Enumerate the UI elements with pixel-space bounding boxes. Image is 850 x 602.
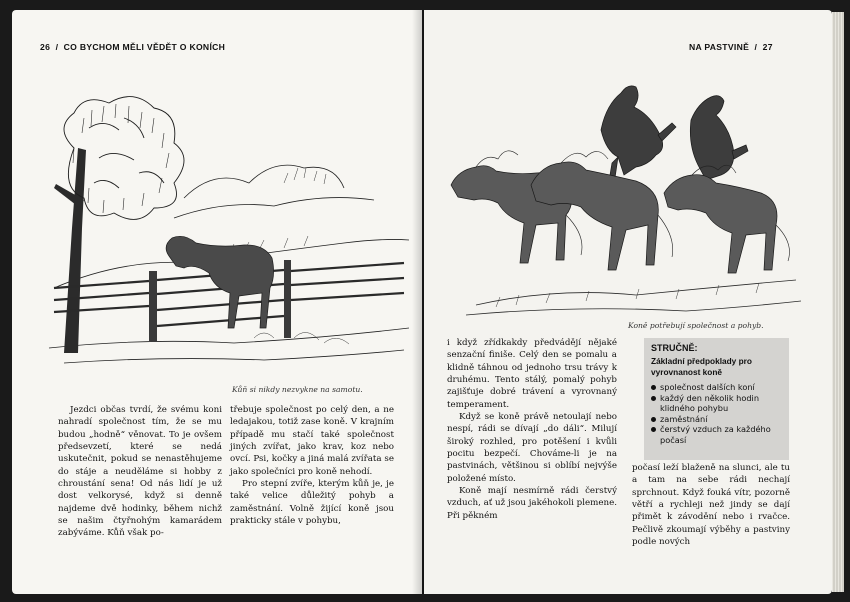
horse-fence-illustration [44, 88, 414, 373]
summary-item: čerstvý vzduch za každého počasí [650, 424, 788, 445]
summary-item: zaměstnání [650, 414, 788, 425]
summary-box [644, 338, 789, 460]
left-col1-paragraph-1: Jezdci občas tvrdí, že svému koni nahradí společnost tím, že se mu budou „hodně“ věnovat. To je ovšem předsevzetí, které se nedá uskutečnit, pokud se nenastěhujeme do stáje a neuděláme si hobby z chroustání sena! Od nás lidí je už dost velkorysé, když si denně najdeme dvě hodinky, během nichž se našim čtyřnohým kamarádem zabýváme. Kůň však po- [58, 405, 222, 539]
bullet-icon [651, 385, 656, 390]
left-page-number: 26 [40, 42, 51, 52]
left-col2-paragraph-2: Pro stepní zvíře, kterým kůň je, je také velice důležitý pohyb a zaměstnání. Volně žijící koně jsou prakticky stále v pohybu, [230, 479, 394, 527]
right-col1-paragraph-1: i když zřídkakdy předvádějí nějaké senzační finiše. Celý den se pomalu a klidně táhnou od jednoho trsu trávy k druhému. Tento stálý, pomalý pohyb zajišťuje dobré trávení a vyrovnaný temperament. [447, 338, 617, 410]
summary-box-subtitle: Základní předpoklady pro vyrovnanost koně [651, 356, 752, 377]
left-col2-paragraph-1: třebuje společnost po celý den, a ne ledajakou, totiž zase koně. V krajním případě mu stačí také společnost jiných zvířat, jako krav, koz nebo ovcí. Psi, kočky a jiná malá zvířata se jako společníci pro koně nehodí. [230, 405, 394, 477]
right-running-head [689, 42, 773, 52]
right-illustration-caption: Koně potřebují společnost a pohyb. [628, 321, 764, 330]
bullet-icon [651, 396, 656, 401]
right-page [424, 10, 832, 594]
left-illustration-caption: Kůň si nikdy nezvykne na samotu. [232, 385, 363, 394]
bullet-icon [651, 427, 656, 432]
page-edges [832, 12, 844, 592]
summary-item: každý den několik hodin klidného pohybu [650, 393, 788, 414]
right-col1-paragraph-2: Když se koně právě netoulají nebo nespí, rádi se dívají „do dáli“. Milují široký rozhled, pro potěšení i kvůli pocitu bezpečí. Chováme-li je na pastvinách, většinou si oblíbí nejvýše položené místo. [447, 412, 617, 484]
left-running-head [40, 42, 225, 52]
left-page [12, 10, 422, 594]
right-col1-paragraph-3: Koně mají nesmírně rádi čerstvý vzduch, ať už jsou jakéhokoli plemene. Při pěkném [447, 486, 618, 521]
summary-box-title: STRUČNĚ: [651, 343, 698, 353]
bullet-icon [651, 417, 656, 422]
right-head-separator: / [754, 42, 758, 52]
right-running-title: NA PASTVINĚ [689, 42, 750, 52]
galloping-horses-illustration [436, 75, 806, 325]
summary-box-list [650, 382, 788, 446]
left-running-title: CO BYCHOM MĚLI VĚDĚT O KONÍCH [63, 42, 226, 52]
right-col2-paragraph-1: počasí leží blaženě na slunci, ale tu a tam na sebe rádi nechají sprchnout. Když fouká vítr, pozorně větří a rychleji než jindy se dají přimět k závodění nebo i rvačce. Pečlivě zkoumají výběhy a pastviny podle nových [632, 463, 790, 548]
left-column-2 [230, 404, 394, 527]
right-column-2 [632, 462, 790, 548]
left-head-separator: / [55, 42, 59, 52]
right-column-1 [447, 337, 617, 522]
summary-item: společnost dalších koní [650, 382, 788, 393]
left-column-1 [58, 404, 222, 540]
right-page-number: 27 [762, 42, 773, 52]
